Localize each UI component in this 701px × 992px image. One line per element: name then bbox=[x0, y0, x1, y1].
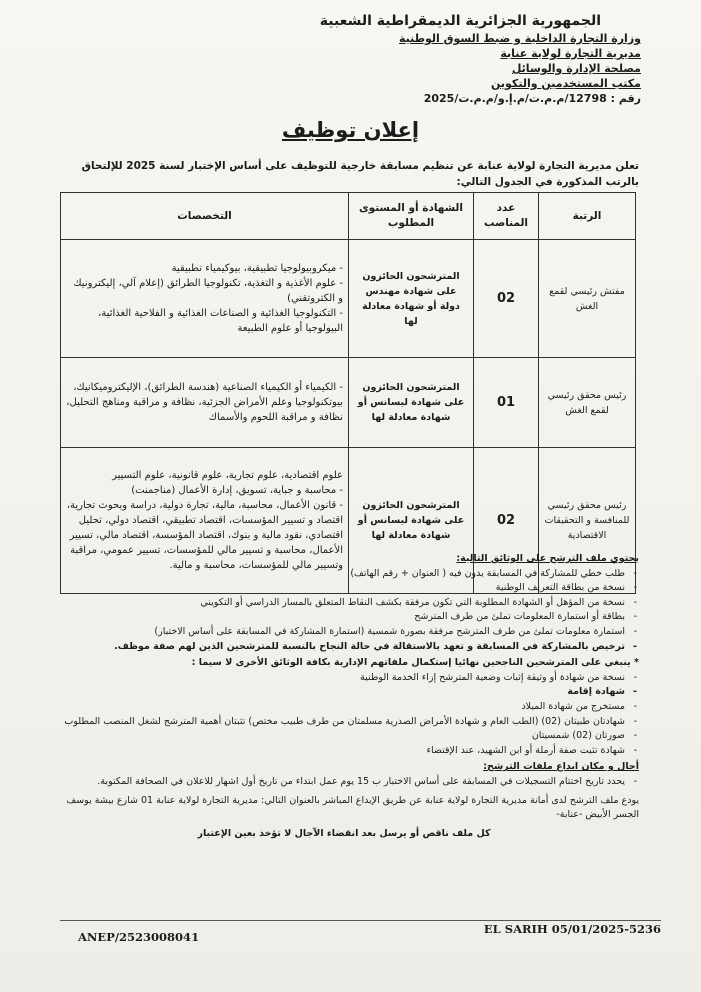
office-name: مكتب المستخدمين والتكوين bbox=[491, 77, 641, 90]
deposit-text: يودع ملف الترشح لدى أمانة مديرية التجارة لولاية عنابة عن طريق الإيداع المباشر بالعنوان التالي: مديرية التجارة لولاية عنابة 01 شارع بيشة يوسف الجسر الأبيض -عنابة- bbox=[66, 794, 639, 821]
specialty-item: - ميكروبيولوجيا تطبيقية، بيوكيمياء تطبيقية bbox=[171, 263, 343, 274]
header-count: عدد المناصب bbox=[474, 193, 539, 240]
documents-section bbox=[49, 552, 639, 841]
specialty-item: - قانون الأعمال، محاسبة، مالية، تجارة دولية، دراسة وبحوث تجارية، اقتصاد و تسيير المؤسسات، اقتصاد تطبيقي، اقتصاد دولي، تحليل اقتصادي، نقود مالية و بنوك، اقتصاد المؤسسة، اقتصاد مالي، تسيير الأعمال، محاسبة و تسيير مالي للمؤسسات، تسيير عمومي، مراقبة وتسيير مالي للمؤسسات، محاسبة و مالية. bbox=[66, 500, 343, 571]
intro-paragraph: تعلن مديرية التجارة لولاية عنابة عن تنظيم مسابقة خارجية للتوظيف على أساس الإختبار لسنة 2025 للإلتحاق بالرتب المذكورة في الجدول التالي: bbox=[81, 160, 639, 188]
row-specialties bbox=[61, 358, 349, 448]
deadline-heading: أجال و مكان ايداع ملفات الترشح: bbox=[483, 761, 639, 773]
row-degree: المترشحون الحائزون على شهادة ليسانس أو شهادة معادلة لها bbox=[349, 358, 474, 448]
document-item: - طلب خطي للمشاركة في المسابقة يدون فيه ( العنوان + رقم الهاتف) bbox=[49, 567, 639, 582]
document-item: - نسخة من المؤهل أو الشهادة المطلوبة التي تكون مرفقة بكشف النقاط المتعلق بالمسار الدراسي أو التكويني bbox=[49, 596, 639, 611]
specialty-item: علوم اقتصادية، علوم تجارية، علوم قانونية، علوم التسيير bbox=[112, 470, 343, 481]
completion-note: * ينبغي على المترشحين الناجحين نهائيا إستكمال ملفاتهم الإدارية بكافة الوثائق الأخرى لا سيما : bbox=[191, 657, 639, 669]
table-row bbox=[61, 240, 636, 358]
publication-reference: EL SARIH 05/01/2025-5236 bbox=[483, 922, 661, 936]
deadline-text: - يحدد تاريخ اختتام التسجيلات في المسابقة على أساس الاختبار ب 15 يوم عمل ابتداء من تاريخ أول اشهار للاعلان في الصحافة المكتوبة. bbox=[49, 775, 639, 790]
document-item: - ترخيص بالمشاركة في المسابقة و تعهد بالاستقالة في حالة النجاح بالنسبة للمترشحين الذين لهم صفة موظف. bbox=[49, 640, 639, 655]
extra-document-item: - شهادة تثبت صفة أرملة أو ابن الشهيد، عند الإقتضاء bbox=[49, 744, 639, 759]
header-degree: الشهادة أو المستوى المطلوب bbox=[349, 193, 474, 240]
specialty-item: - الكيمياء أو الكيمياء الصناعية (هندسة الطرائق)، الإليكتروميكانيك، بيوتكنولوجيا وعلم الأمراض الجزئية، نظافة و مراقبة ومناهج التحليل، نظافة و مراقبة اللحوم والأسماك bbox=[66, 382, 343, 423]
extra-document-item: - شهادة إقامة bbox=[49, 685, 639, 700]
document-item: - بطاقة أو استمارة المعلومات تملئ من طرف المترشح bbox=[49, 610, 639, 625]
row-rank: مفتش رئيسي لقمع الغش bbox=[539, 240, 636, 358]
table-header-row bbox=[61, 193, 636, 240]
extra-document-item: - نسخة من شهادة أو وثيقة إثبات وضعية المترشح إزاء الخدمة الوطنية bbox=[49, 671, 639, 686]
final-note: كل ملف ناقص أو يرسل بعد انقضاء الآجال لا تؤخذ بعين الإعتبار bbox=[197, 827, 491, 839]
footer bbox=[0, 920, 701, 950]
positions-table bbox=[60, 192, 636, 594]
country-name: الجمهورية الجزائرية الديمقراطية الشعبية bbox=[319, 13, 601, 29]
row-rank: رئيس محقق رئيسي لقمع الغش bbox=[539, 358, 636, 448]
directorate-name: مديرية التجارة لولاية عنابة bbox=[500, 47, 641, 60]
extra-document-item: - شهادتان طبيتان (02) (الطب العام و شهادة الأمراض الصدرية مسلمتان من طرف طبيب مختص) تثبتان أهمية المترشح لشغل المنصب المطلوب bbox=[49, 715, 639, 730]
row-degree: المترشحون الحائزون على شهادة مهندس دولة أو شهادة معادلة لها bbox=[349, 240, 474, 358]
row-count: 02 bbox=[474, 240, 539, 358]
ministry-name: وزارة التجارة الداخلية و ضبط السوق الوطنية bbox=[399, 32, 641, 45]
row-degree: المترشحون الحائزون على شهادة ليسانس أو شهادة معادلة لها bbox=[349, 448, 474, 594]
header-specialties: التخصصات bbox=[61, 193, 349, 240]
specialty-item: - علوم الأغذية و التغذية، تكنولوجيا الطرائق (إعلام آلي، إليكترونيك و الكتروتقني) bbox=[73, 278, 343, 304]
document-item: - نسخة من بطاقة التعريف الوطنية bbox=[49, 581, 639, 596]
reference-number: رقم : 12798/م.م.ت/م.إ.و/م.م.ت/2025 bbox=[423, 92, 641, 105]
row-count: 01 bbox=[474, 358, 539, 448]
row-rank: رئيس محقق رئيسي للمنافسة و التحقيقات الاقتصادية bbox=[539, 448, 636, 594]
service-name: مصلحة الإدارة والوسائل bbox=[511, 62, 641, 75]
header-rank: الرتبة bbox=[539, 193, 636, 240]
specialty-item: - التكنولوجيا الغذائية و الصناعات الغذائية و الفلاحية الغذائية، البيولوجيا أو علوم الطبيعة bbox=[98, 308, 343, 334]
row-count: 02 bbox=[474, 448, 539, 594]
extra-document-item: - مستخرج من شهادة الميلاد bbox=[49, 700, 639, 715]
page-title: إعلان توظيف bbox=[281, 118, 420, 142]
row-specialties bbox=[61, 240, 349, 358]
table-row bbox=[61, 358, 636, 448]
anep-reference: ANEP/2523008041 bbox=[78, 930, 200, 944]
document-item: - استمارة معلومات تملئ من طرف المترشح مرفقة بصورة شمسية (استمارة المشاركة في المسابقة على أساس الاختبار) bbox=[49, 625, 639, 640]
header-block bbox=[121, 14, 641, 106]
footer-rule bbox=[60, 920, 661, 921]
extra-document-item: - صورتان (02) شمسيتان bbox=[49, 729, 639, 744]
documents-heading: يحتوي ملف الترشح على الوثائق التالية: bbox=[456, 553, 639, 564]
specialty-item: - محاسبة و جباية، تسويق، إدارة الأعمال (مناجمنت) bbox=[131, 485, 343, 496]
